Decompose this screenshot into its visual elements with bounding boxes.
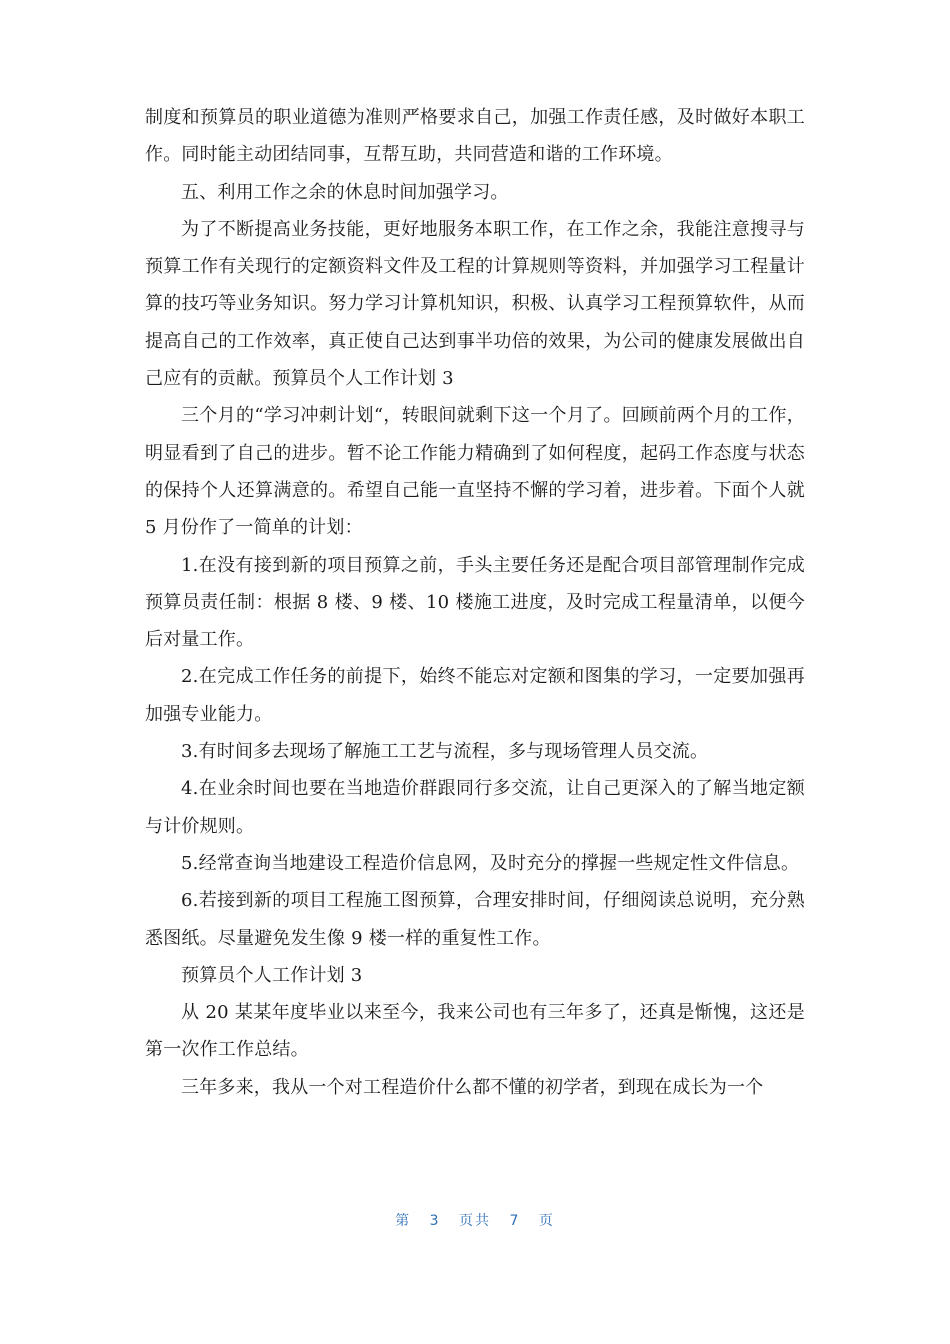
page-footer: [0, 1210, 950, 1230]
footer-total-pages: 7: [509, 1213, 521, 1229]
paragraph-3: 为了不断提高业务技能，更好地服务本职工作，在工作之余，我能注意搜寻与预算工作有关现行的定额资料文件及工程的计算规则等资料，并加强学习工程量计算的技巧等业务知识。努力学习计算机知识，积极、认真学习工程预算软件，从而提高自己的工作效率，真正使自己达到事半功倍的效果，为公司的健康发展做出自己应有的贡献。预算员个人工作计划 3: [145, 218, 805, 390]
footer-middle: 页共: [459, 1213, 491, 1229]
paragraph-6: 2.在完成工作任务的前提下，始终不能忘对定额和图集的学习，一定要加强再加强专业能力。: [145, 666, 805, 725]
paragraph-5: 1.在没有接到新的项目预算之前，手头主要任务还是配合项目部管理制作完成预算员责任制：根据 8 楼、9 楼、10 楼施工进度，及时完成工程量清单，以便今后对量工作。: [145, 554, 805, 651]
paragraph-10: 6.若接到新的项目工程施工图预算，合理安排时间，仔细阅读总说明，充分熟悉图纸。尽量避免发生像 9 楼一样的重复性工作。: [145, 890, 805, 949]
footer-suffix: 页: [538, 1213, 555, 1229]
footer-current-page: 3: [429, 1213, 441, 1229]
document-body: [145, 99, 805, 1106]
paragraph-8: 4.在业余时间也要在当地造价群跟同行多交流，让自己更深入的了解当地定额与计价规则。: [145, 778, 805, 837]
paragraph-1: 制度和预算员的职业道德为准则严格要求自己，加强工作责任感，及时做好本职工作。同时能主动团结同事，互帮互助，共同营造和谐的工作环境。: [145, 107, 805, 166]
paragraph-7: 3.有时间多去现场了解施工工艺与流程，多与现场管理人员交流。: [181, 741, 709, 763]
paragraph-12: 从 20 某某年度毕业以来至今，我来公司也有三年多了，还真是惭愧，这还是第一次作工作总结。: [145, 1002, 805, 1061]
paragraph-2: 五、利用工作之余的休息时间加强学习。: [181, 181, 509, 203]
footer-prefix: 第: [395, 1213, 412, 1229]
paragraph-4: 三个月的“学习冲刺计划“，转眼间就剩下这一个月了。回顾前两个月的工作，明显看到了自己的进步。暂不论工作能力精确到了如何程度，起码工作态度与状态的保持个人还算满意的。希望自己能一直坚持不懈的学习着，进步着。下面个人就 5 月份作了一简单的计划：: [145, 405, 805, 539]
paragraph-9: 5.经常查询当地建设工程造价信息网，及时充分的撑握一些规定性文件信息。: [181, 852, 800, 874]
paragraph-11: 预算员个人工作计划 3: [181, 964, 363, 986]
paragraph-13: 三年多来，我从一个对工程造价什么都不懂的初学者，到现在成长为一个: [181, 1076, 764, 1098]
